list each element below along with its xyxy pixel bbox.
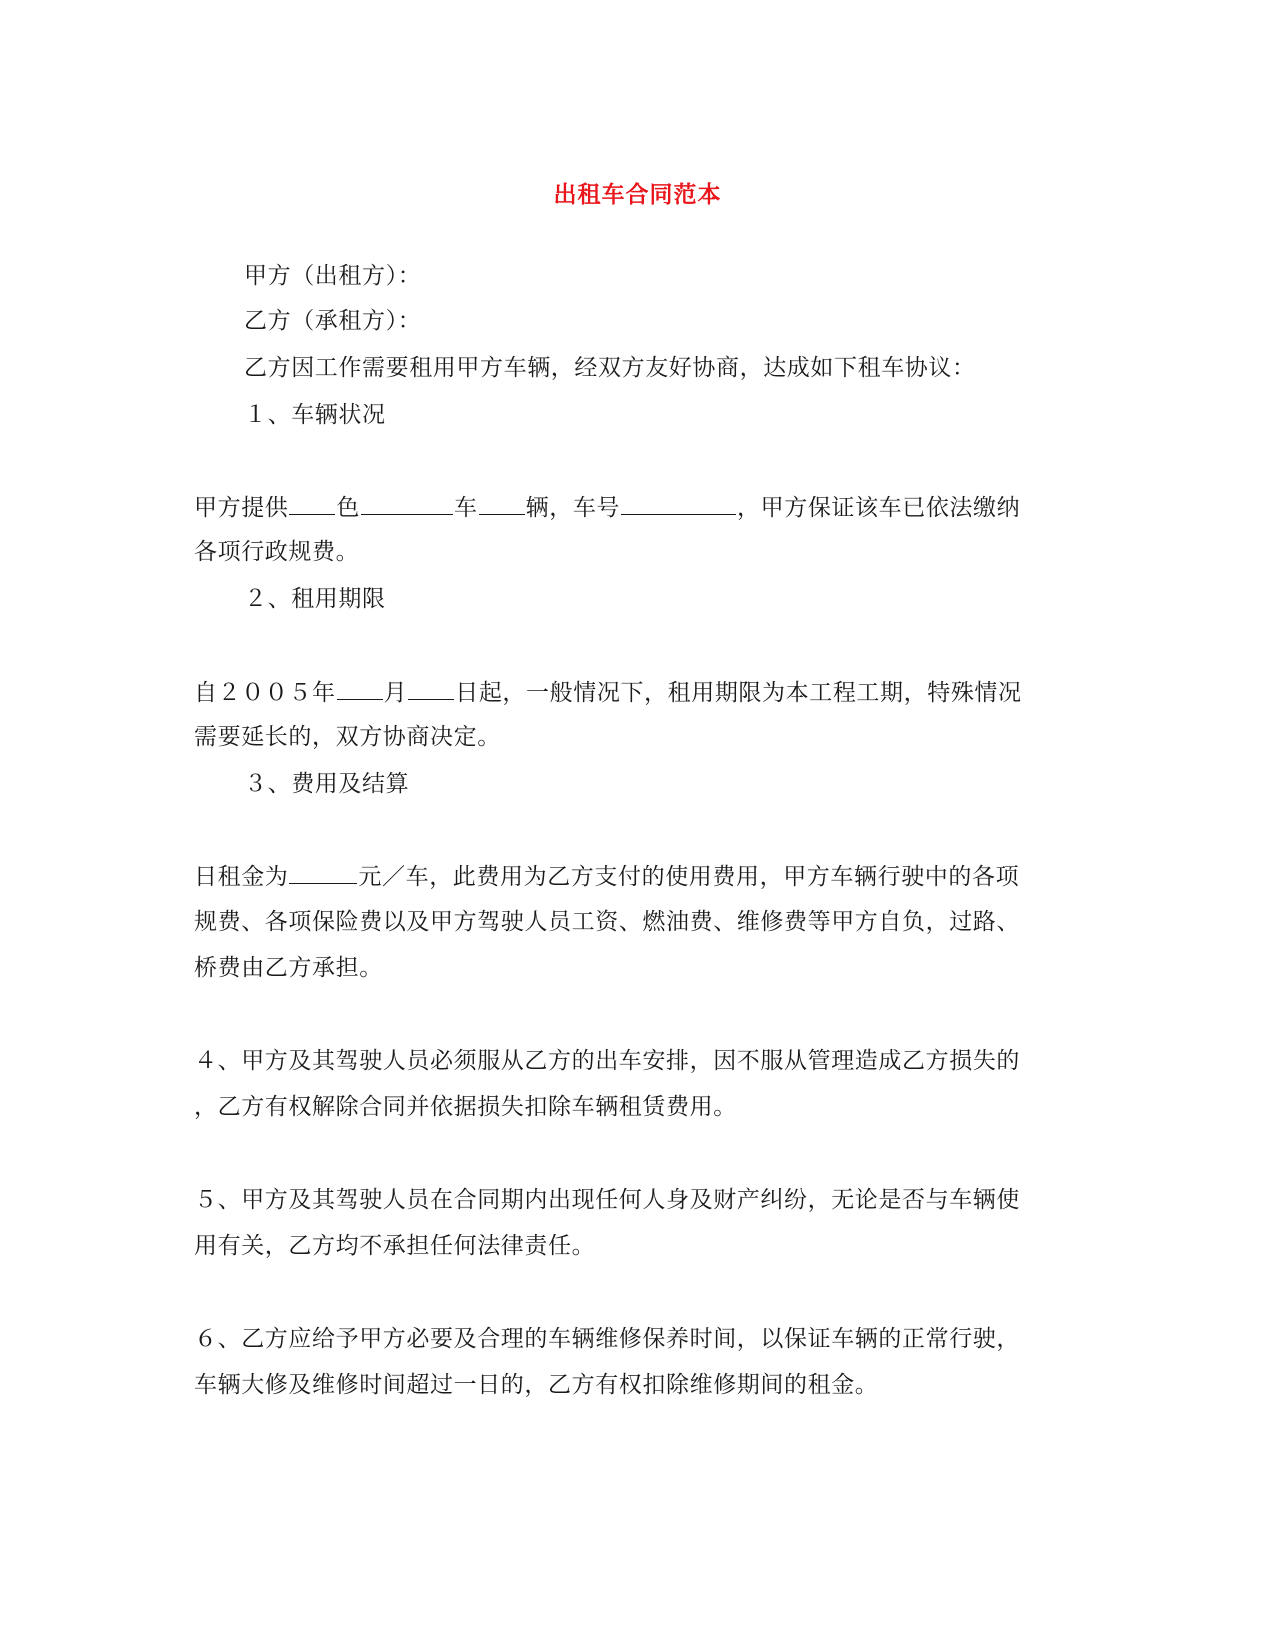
text-segment: 自２００５年 xyxy=(194,680,336,706)
section-4-paragraph-line-2: ，乙方有权解除合同并依据损失扣除车辆租赁费用。 xyxy=(194,1094,737,1120)
section-4-paragraph-line-1: ４、甲方及其驾驶人员必须服从乙方的出车安排，因不服从管理造成乙方损失的 xyxy=(194,1048,1020,1074)
text-segment: 元／车，此费用为乙方支付的使用费用，甲方车辆行驶中的各项 xyxy=(358,864,1020,890)
party-a-line: 甲方（出租方）： xyxy=(244,263,422,289)
text-segment: 色 xyxy=(336,495,361,521)
section-3-heading: ３、费用及结算 xyxy=(244,771,410,797)
blank-car-count xyxy=(479,492,525,515)
section-3-paragraph-line-2: 规费、各项保险费以及甲方驾驶人员工资、燃油费、维修费等甲方自负，过路、 xyxy=(194,909,1020,935)
blank-month xyxy=(337,677,383,700)
blank-plate-number xyxy=(621,492,736,515)
document-title: 出租车合同范本 xyxy=(553,182,722,208)
section-5-paragraph-line-2: 用有关，乙方均不承担任何法律责任。 xyxy=(194,1233,596,1259)
section-1-paragraph-line-2: 各项行政规费。 xyxy=(194,539,360,565)
section-5-paragraph-line-1: ５、甲方及其驾驶人员在合同期内出现任何人身及财产纠纷，无论是否与车辆使 xyxy=(194,1187,1020,1213)
text-segment: 日租金为 xyxy=(194,864,289,890)
section-6-paragraph-line-1: ６、乙方应给予甲方必要及合理的车辆维修保养时间，以保证车辆的正常行驶， xyxy=(194,1326,1020,1352)
text-segment: 日起，一般情况下，租用期限为本工程工期，特殊情况 xyxy=(455,680,1022,706)
section-2-paragraph-line-2: 需要延长的，双方协商决定。 xyxy=(194,724,501,750)
party-b-line: 乙方（承租方）： xyxy=(244,308,422,334)
section-1-paragraph-line-1 xyxy=(194,492,1020,522)
blank-color xyxy=(289,492,335,515)
section-3-paragraph-line-1 xyxy=(194,861,1019,891)
text-segment: 辆，车号 xyxy=(525,495,621,521)
text-segment: 车 xyxy=(454,495,478,521)
section-2-paragraph-line-1 xyxy=(194,677,1022,707)
blank-day xyxy=(408,677,454,700)
text-segment: 甲方提供 xyxy=(194,495,289,521)
text-segment: ，甲方保证该车已依法缴纳 xyxy=(737,495,1021,521)
section-3-paragraph-line-3: 桥费由乙方承担。 xyxy=(194,955,383,981)
section-6-paragraph-line-2: 车辆大修及维修时间超过一日的，乙方有权扣除维修期间的租金。 xyxy=(194,1372,879,1398)
blank-daily-rent xyxy=(289,861,357,884)
section-2-heading: ２、租用期限 xyxy=(244,586,386,612)
section-1-heading: １、车辆状况 xyxy=(244,402,386,428)
text-segment: 月 xyxy=(383,680,408,706)
blank-car-type xyxy=(361,492,453,515)
intro-paragraph: 乙方因工作需要租用甲方车辆，经双方友好协商，达成如下租车协议： xyxy=(244,355,976,381)
